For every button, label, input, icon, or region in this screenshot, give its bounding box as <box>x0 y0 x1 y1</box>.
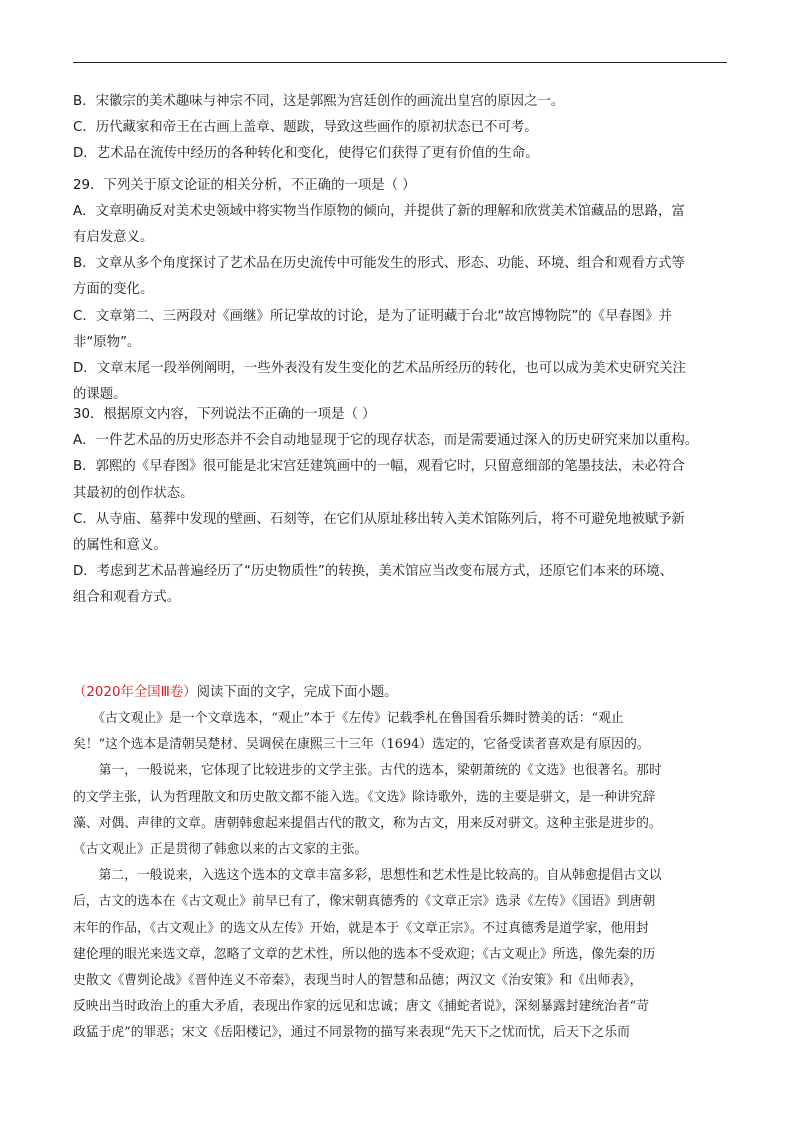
q29-option-a-line1: A．文章明确反对美术史领域中将实物当作原物的倾向，并提供了新的理解和欣赏美术馆藏品的思路，富 <box>73 203 685 219</box>
q30-option-b-line2: 其最初的创作状态。 <box>73 485 194 501</box>
section-heading-line <box>73 680 727 706</box>
option-c: C．历代藏家和帝王在古画上盖章、题跋，导致这些画作的原初状态已不可考。 <box>73 120 538 136</box>
passage-line: 第二，一般说来，入选这个选本的文章丰富多彩，思想性和艺术性是比较高的。自从韩愈提倡古文以 <box>73 868 662 884</box>
q30-option-a-line1: A．一件艺术品的历史形态并不会自动地显现于它的现存状态，而是需要通过深入的历史研究来加以重构。 <box>73 433 699 449</box>
question-29 <box>73 173 727 409</box>
option-b: B．宋徽宗的美术趣味与神宗不同，这是郭熙为宫廷创作的画流出皇宫的原因之一。 <box>73 94 565 109</box>
previous-question-options <box>73 89 727 168</box>
question-29-stem: 29．下列关于原文论证的相关分析，不正确的一项是（ ） <box>73 177 416 193</box>
passage-line: 政猛于虎”的罪恶；宋文《岳阳楼记》，通过不同景物的描写来表现“先天下之忧而忧，后天下之乐而 <box>73 1025 630 1041</box>
passage-line: 《古文观止》是一个文章选本，“观止”本于《左传》记载季札在鲁国看乐舞时赞美的话：“观止 <box>73 711 624 726</box>
passage-line: 《古文观止》正是贯彻了韩愈以来的古文家的主张。 <box>73 841 368 857</box>
section-heading <box>73 680 727 706</box>
question-30-stem: 30．根据原文内容，下列说法不正确的一项是（ ） <box>73 407 376 422</box>
q29-option-d-line2: 的课题。 <box>73 387 127 403</box>
q30-option-b-line1: B．郭熙的《早春图》很可能是北宋宫廷建筑画中的一幅，观看它时，只留意细部的笔墨技法，未必符合 <box>73 459 685 475</box>
q30-option-c-line1: C．从寺庙、墓葬中发现的壁画、石刻等，在它们从原址移出转入美术馆陈列后，将不可避免地被赋予新 <box>73 511 685 527</box>
question-30 <box>73 402 727 612</box>
passage-line: 藻、对偶、声律的文章。唐朝韩愈起来提倡古代的散文，称为古文，用来反对骈文。这种主张是进步的。 <box>73 815 662 831</box>
reading-instruction: 阅读下面的文字，完成下面小题。 <box>196 685 398 700</box>
q29-option-c-line2: 非“原物”。 <box>73 334 141 350</box>
q30-option-d-line1: D．考虑到艺术品普遍经历了“历史物质性”的转换，美术馆应当改变布展方式，还原它们本来的环境、 <box>73 564 673 580</box>
header-rule <box>73 62 727 63</box>
q29-option-c-line1: C．文章第二、三两段对《画继》所记掌故的讨论，是为了证明藏于台北“故宫博物院”的《早春图》并 <box>73 308 673 324</box>
passage-line: 的文学主张，认为哲理散文和历史散文都不能入选。《文选》除诗歌外，选的主要是骈文，是一种讲究辞 <box>73 789 656 805</box>
passage-line: 矣！”这个选本是清朝吴楚材、吴调侯在康熙三十三年（1694）选定的，它备受读者喜欢是有原因的。 <box>73 737 650 753</box>
q30-option-c-line2: 的属性和意义。 <box>73 537 167 553</box>
option-d: D．艺术品在流传中经历的各种转化和变化，使得它们获得了更有价值的生命。 <box>73 146 539 162</box>
passage-line: 反映出当时政治上的重大矛盾，表现出作家的远见和忠诚；唐文《捕蛇者说》，深刻暴露封建统治者“苛 <box>73 999 650 1015</box>
q29-option-d-line1: D．文章末尾一段举例阐明，一些外表没有发生变化的艺术品所经历的转化，也可以成为美术史研究关注 <box>73 360 686 376</box>
passage-line: 第一，一般说来，它体现了比较进步的文学主张。古代的选本，梁朝萧统的《文选》也很著名。那时 <box>73 763 662 779</box>
passage-line: 后，古文的选本在《古文观止》前早已有了，像宋朝真德秀的《文章正宗》选录《左传》《国语》到唐朝 <box>73 894 656 910</box>
passage-line: 建伦理的眼光来选文章，忽略了文章的艺术性，所以他的选本不受欢迎；《古文观止》所选，像先秦的历 <box>73 946 656 962</box>
q30-option-d-line2: 组合和观看方式。 <box>73 590 181 606</box>
q29-option-b-line1: B．文章从多个角度探讨了艺术品在历史流传中可能发生的形式、形态、功能、环境、组合和观看方式等 <box>73 256 685 272</box>
passage-line: 史散文《曹刿论战》《晋仲连义不帝秦》，表现当时人的智慧和品德；两汉文《治安策》和《出师表》， <box>73 972 643 988</box>
reading-passage <box>73 706 727 1046</box>
passage-line: 末年的作品，《古文观止》的选文从左传》开始，就是本于《文章正宗》。不过真德秀是道学家，他用封 <box>73 920 649 936</box>
q29-option-b-line2: 方面的变化。 <box>73 282 154 298</box>
q29-option-a-line2: 有启发意义。 <box>73 229 154 245</box>
exam-source-label: （2020年全国Ⅲ卷） <box>73 685 197 700</box>
